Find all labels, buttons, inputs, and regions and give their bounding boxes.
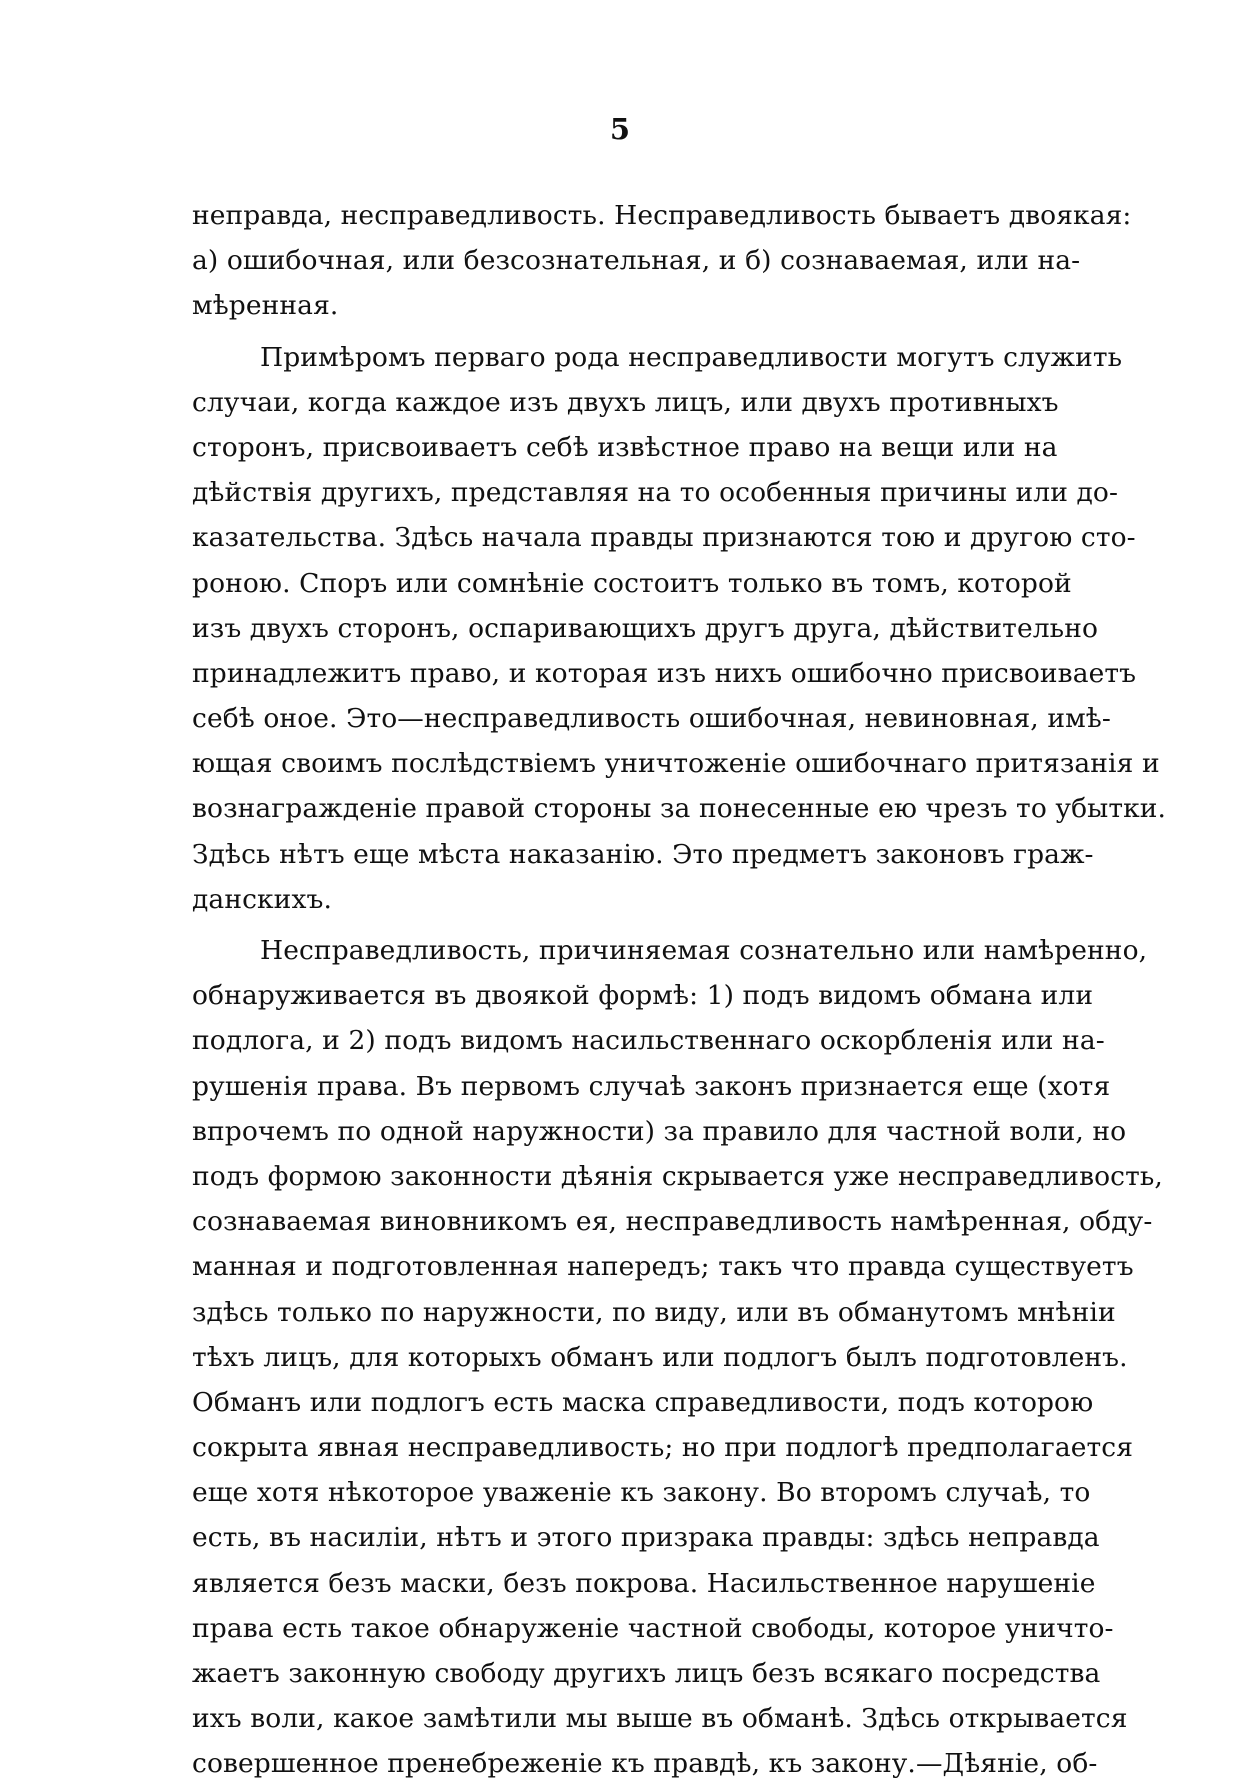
text-line: принадлежитъ право, и которая изъ нихъ ошибочно присвоиваетъ [192, 657, 1137, 689]
paragraph-2 [192, 335, 1167, 922]
text-line: ющая своимъ послѣдствіемъ уничтоженіе ошибочнаго притязанія и [192, 748, 1160, 780]
text-line: подъ формою законности дѣянія скрывается уже несправедливость, [192, 1160, 1163, 1192]
text-line: сокрыта явная несправедливость; но при подлогѣ предполагается [192, 1432, 1134, 1464]
text-line: жаетъ законную свободу другихъ лицъ безъ всякаго посредства [192, 1658, 1101, 1689]
text-line: дѣйствія другихъ, представляя на то особенныя причины или до- [192, 477, 1119, 509]
text-line: Несправедливость, причиняемая сознательно или намѣренно, [260, 935, 1148, 966]
text-line: Примѣромъ перваго рода несправедливости могутъ служить [260, 341, 1123, 373]
text-line: сторонъ, присвоиваетъ себѣ извѣстное право на вещи или на [192, 431, 1058, 463]
text-line: совершенное пренебреженіе къ правдѣ, къ закону.—Дѣяніе, об- [192, 1748, 1098, 1780]
text-line: себѣ оное. Это—несправедливость ошибочная, невиновная, имѣ- [192, 703, 1111, 735]
text-line: случаи, когда каждое изъ двухъ лицъ, или двухъ противныхъ [192, 386, 1059, 418]
text-line: здѣсь только по наружности, по виду, или въ обманутомъ мнѣніи [192, 1296, 1116, 1328]
text-line: а) ошибочная, или безсознательная, и б) сознаваемая, или на- [192, 245, 1081, 277]
text-line: изъ двухъ сторонъ, оспаривающихъ другъ друга, дѣйствительно [192, 612, 1099, 644]
text-line: вознагражденіе правой стороны за понесенные ею чрезъ то убытки. [192, 793, 1167, 825]
text-line: ихъ воли, какое замѣтили мы выше въ обманѣ. Здѣсь открывается [192, 1703, 1128, 1735]
text-line: мѣренная. [192, 290, 339, 322]
text-line: подлога, и 2) подъ видомъ насильственнаго оскорбленія или на- [192, 1025, 1105, 1057]
text-line: данскихъ. [192, 883, 332, 915]
text-line: рушенія права. Въ первомъ случаѣ законъ признается еще (хотя [192, 1070, 1111, 1102]
page-number: 5 [609, 112, 632, 146]
paragraph-1 [192, 193, 1132, 329]
text-line: обнаруживается въ двоякой формѣ: 1) подъ видомъ обмана или [192, 980, 1094, 1012]
text-line: казательства. Здѣсь начала правды признаются тою и другою сто- [192, 522, 1136, 554]
text-line: является безъ маски, безъ покрова. Насильственное нарушеніе [192, 1567, 1096, 1599]
text-line: роною. Споръ или сомнѣніе состоитъ только въ томъ, которой [192, 567, 1072, 599]
body-text [192, 193, 1167, 1787]
text-line: есть, въ насиліи, нѣтъ и этого призрака правды: здѣсь неправда [192, 1522, 1100, 1554]
text-line: тѣхъ лицъ, для которыхъ обманъ или подлогъ былъ подготовленъ. [192, 1341, 1128, 1373]
text-line: права есть такое обнаруженіе частной свободы, которое уничто- [192, 1612, 1114, 1644]
text-line: неправда, несправедливость. Несправедливость бываетъ двоякая: [192, 200, 1132, 231]
text-line: Здѣсь нѣтъ еще мѣста наказанію. Это предметъ законовъ граж- [192, 838, 1094, 870]
text-line: впрочемъ по одной наружности) за правило для частной воли, но [192, 1115, 1127, 1147]
text-line: манная и подготовленная напередъ; такъ что правда существуетъ [192, 1251, 1134, 1283]
text-line: сознаваемая виновникомъ ея, несправедливость намѣренная, обду- [192, 1206, 1153, 1238]
text-line: Обманъ или подлогъ есть маска справедливости, подъ которою [192, 1386, 1094, 1418]
paragraph-3 [192, 928, 1163, 1787]
text-line: еще хотя нѣкоторое уваженіе къ закону. Во второмъ случаѣ, то [192, 1477, 1091, 1509]
